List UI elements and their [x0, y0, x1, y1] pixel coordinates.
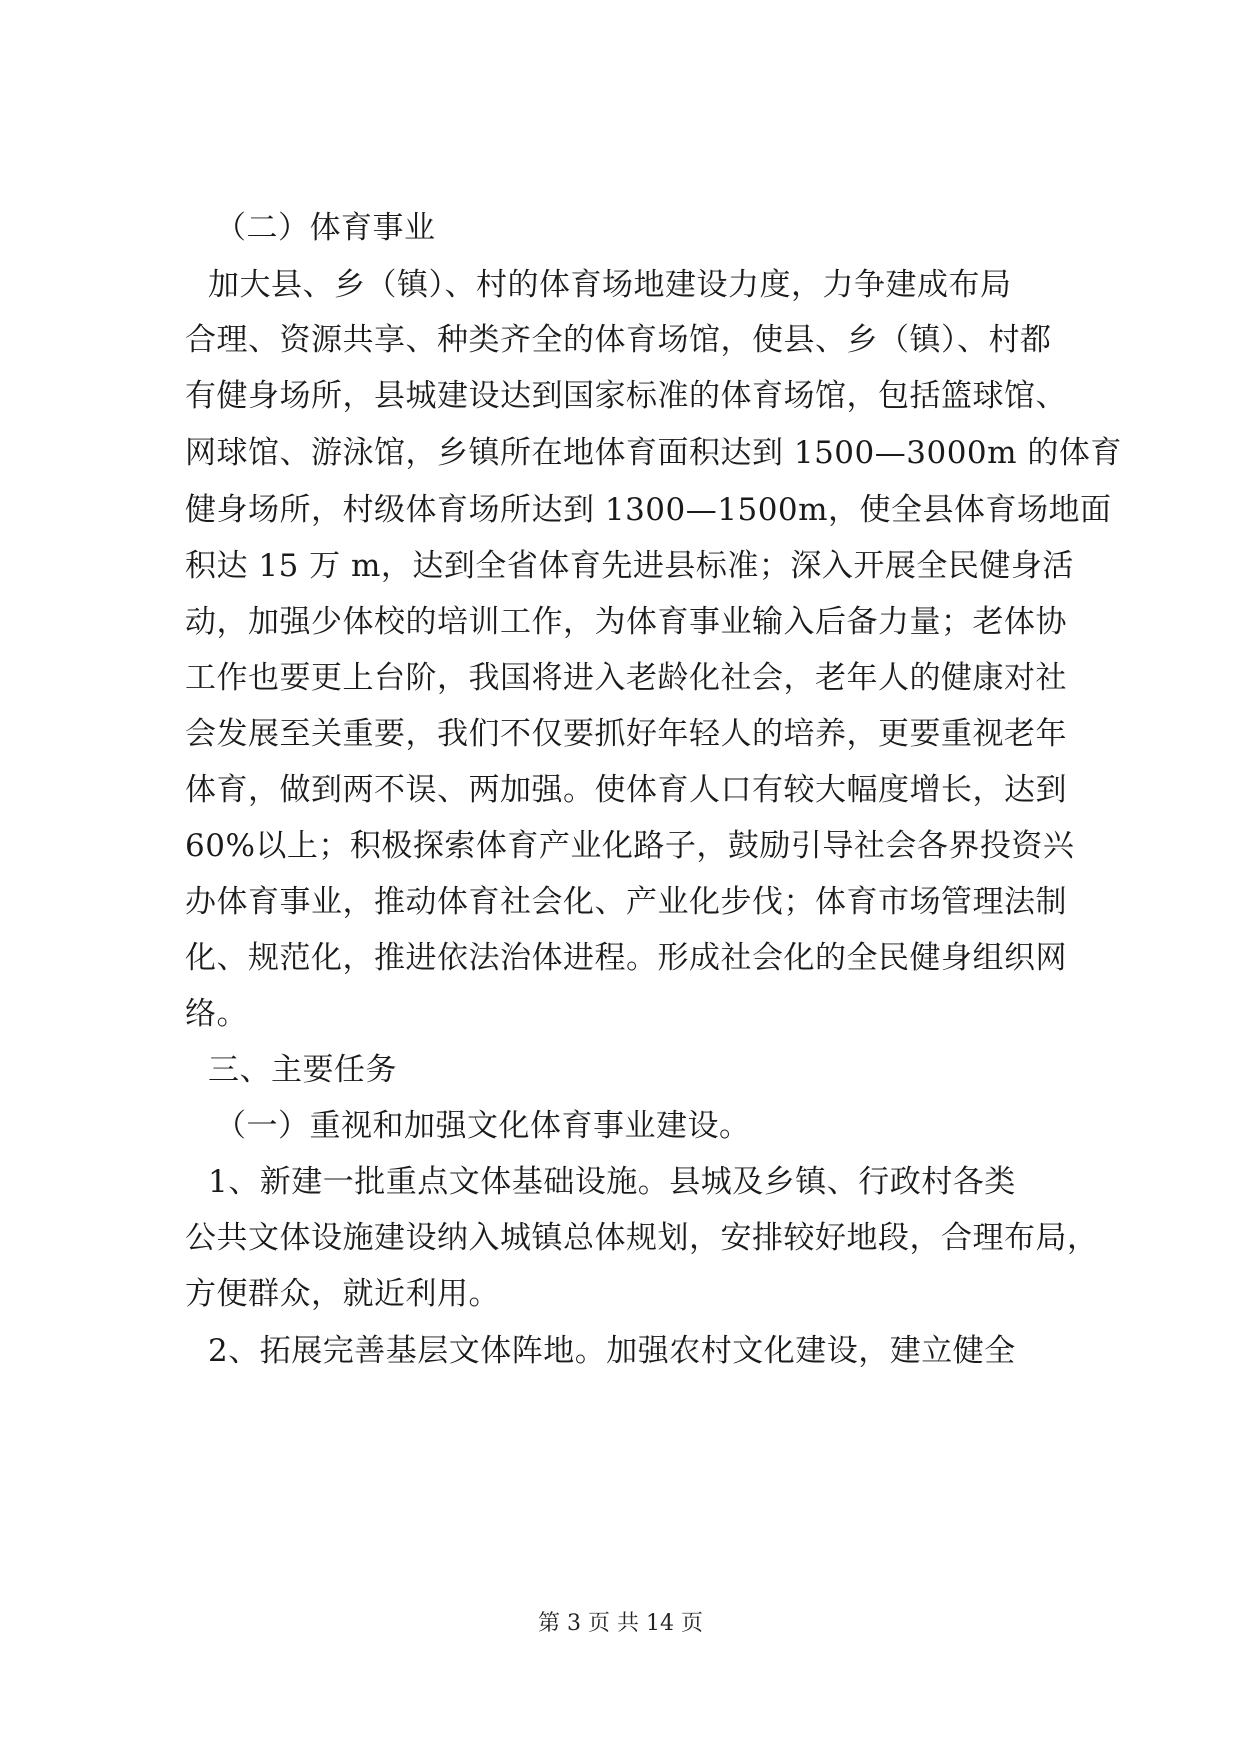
- paragraph-line: 网球馆、游泳馆，乡镇所在地体育面积达到 1500—3000m 的体育: [185, 435, 1122, 471]
- paragraph-line: 化、规范化，推进依法治体进程。形成社会化的全民健身组织网: [185, 940, 1067, 976]
- paragraph-line: 工作也要更上台阶，我国将进入老龄化社会，老年人的健康对社: [185, 660, 1067, 696]
- paragraph-line: 1、新建一批重点文体基础设施。县城及乡镇、行政村各类: [208, 1164, 1016, 1200]
- paragraph-line: 络。: [185, 996, 248, 1032]
- page-number-footer: 第 3 页 共 14 页: [538, 1611, 703, 1636]
- paragraph-line: 动，加强少体校的培训工作，为体育事业输入后备力量；老体协: [185, 604, 1067, 640]
- paragraph-line: 办体育事业，推动体育社会化、产业化步伐；体育市场管理法制: [185, 884, 1067, 920]
- paragraph-line: 公共文体设施建设纳入城镇总体规划，安排较好地段，合理布局，: [185, 1220, 1099, 1256]
- section-heading: （二）体育事业: [215, 210, 436, 246]
- subsection-heading: （一）重视和加强文化体育事业建设。: [215, 1108, 751, 1144]
- paragraph-line: 会发展至关重要，我们不仅要抓好年轻人的培养，更要重视老年: [185, 716, 1067, 752]
- paragraph-line: 健身场所，村级体育场所达到 1300—1500m，使全县体育场地面: [185, 492, 1112, 528]
- section-heading: 三、主要任务: [208, 1052, 397, 1088]
- paragraph-line: 体育，做到两不误、两加强。使体育人口有较大幅度增长，达到: [185, 772, 1067, 808]
- paragraph-line: 有健身场所，县城建设达到国家标准的体育场馆，包括篮球馆、: [185, 378, 1067, 414]
- paragraph-line: 加大县、乡（镇）、村的体育场地建设力度，力争建成布局: [208, 267, 1012, 303]
- paragraph-line: 积达 15 万 m，达到全省体育先进县标准；深入开展全民健身活: [185, 548, 1074, 584]
- paragraph-line: 60%以上；积极探索体育产业化路子，鼓励引导社会各界投资兴: [185, 828, 1075, 864]
- paragraph-line: 方便群众，就近利用。: [185, 1276, 500, 1312]
- paragraph-line: 2、拓展完善基层文体阵地。加强农村文化建设，建立健全: [208, 1333, 1016, 1369]
- paragraph-line: 合理、资源共享、种类齐全的体育场馆，使县、乡（镇）、村都: [185, 322, 1052, 358]
